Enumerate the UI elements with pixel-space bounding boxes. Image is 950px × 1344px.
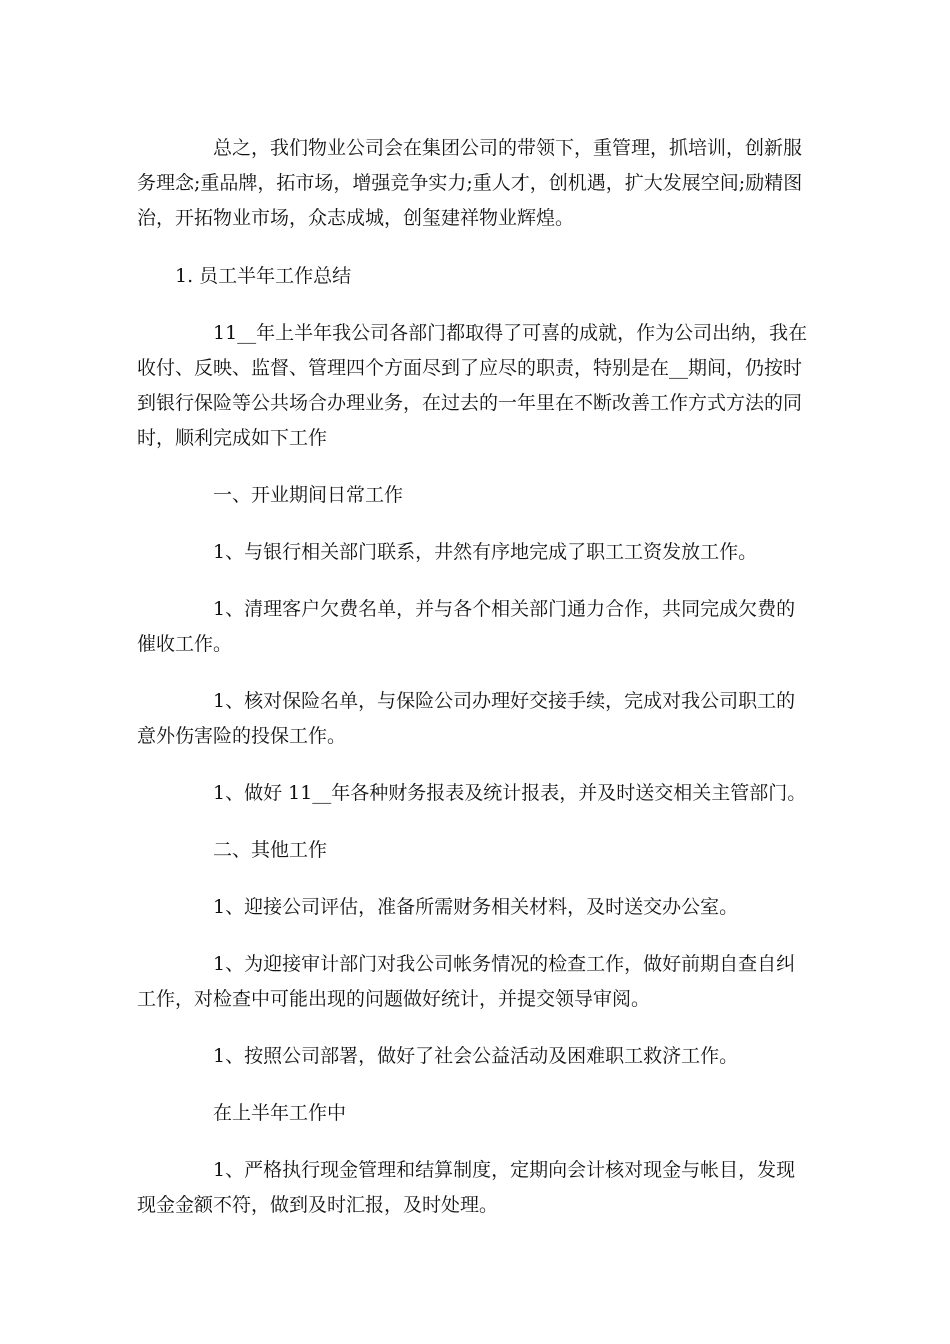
section-heading-other-work: 二、其他工作 <box>213 839 328 861</box>
list-item: 1、与银行相关部门联系，井然有序地完成了职工工资发放工作。 <box>213 541 758 563</box>
list-item: 1、清理客户欠费名单，并与各个相关部门通力合作，共同完成欠费的催收工作。 <box>137 598 796 655</box>
paragraph-intro: 11__年上半年我公司各部门都取得了可喜的成就，作为公司出纳，我在收付、反映、监督、管理四个方面尽到了应尽的职责，特别是在__期间，仍按时到银行保险等公共场合办理业务，在过去的一年里在不断改善工作方式方法的同时，顺利完成如下工作 <box>137 322 808 449</box>
list-item: 1、严格执行现金管理和结算制度，定期向会计核对现金与帐目，发现现金金额不符，做到及时汇报，及时处理。 <box>137 1159 796 1216</box>
list-item: 1、做好 11__年各种财务报表及统计报表，并及时送交相关主管部门。 <box>213 782 807 804</box>
list-item: 1、为迎接审计部门对我公司帐务情况的检查工作，做好前期自查自纠工作，对检查中可能出现的问题做好统计，并提交领导审阅。 <box>137 953 796 1010</box>
document-body <box>137 131 813 1223</box>
section-heading-first-half: 在上半年工作中 <box>213 1102 347 1124</box>
section-heading-staff-summary: 1. 员工半年工作总结 <box>175 265 352 287</box>
list-item: 1、迎接公司评估，准备所需财务相关材料，及时送交办公室。 <box>213 896 739 918</box>
list-item: 1、按照公司部署，做好了社会公益活动及困难职工救济工作。 <box>213 1045 739 1067</box>
section-heading-daily-work: 一、开业期间日常工作 <box>213 484 404 506</box>
paragraph-summary: 总之，我们物业公司会在集团公司的带领下，重管理，抓培训，创新服务理念;重品牌，拓市场，增强竞争实力;重人才，创机遇，扩大发展空间;励精图治，开拓物业市场，众志成城，创玺建祥物业辉煌。 <box>137 137 803 229</box>
list-item: 1、核对保险名单，与保险公司办理好交接手续，完成对我公司职工的意外伤害险的投保工作。 <box>137 690 796 747</box>
